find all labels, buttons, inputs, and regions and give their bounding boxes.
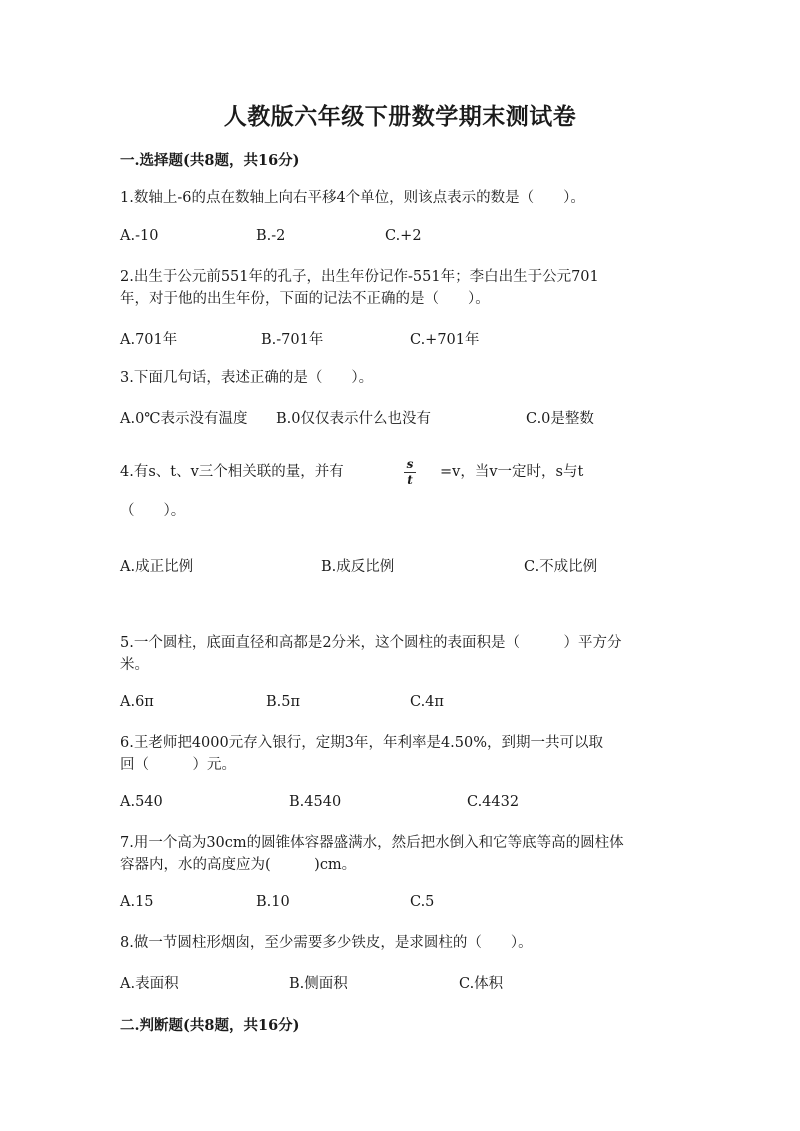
question-2-line-1: 2.出生于公元前551年的孔子，出生年份记作-551年；李白出生于公元701 — [120, 269, 599, 285]
fraction-numerator: s — [404, 458, 416, 473]
question-4-text-after: =v，当v一定时，s与t — [440, 464, 584, 480]
section-heading-judgment: 二.判断题(共8题，共16分) — [120, 1017, 300, 1034]
question-1-option-b: B.-2 — [256, 228, 286, 244]
question-4-option-b: B.成反比例 — [321, 559, 395, 575]
question-5-option-c: C.4π — [410, 694, 444, 710]
question-4-text-before: 4.有s、t、v三个相关联的量，并有 — [120, 464, 344, 480]
question-6-option-b: B.4540 — [289, 794, 342, 810]
question-2-line-2: 年，对于他的出生年份，下面的记法不正确的是（ ）。 — [120, 291, 490, 307]
question-8-option-c: C.体积 — [459, 976, 504, 992]
question-4-line-2: （ ）。 — [120, 503, 186, 519]
question-3-option-b: B.0仅仅表示什么也没有 — [276, 411, 431, 427]
fraction-s-over-t — [404, 458, 416, 487]
question-1-option-c: C.+2 — [385, 228, 422, 244]
question-1-text: 1.数轴上-6的点在数轴上向右平移4个单位，则该点表示的数是（ ）。 — [120, 190, 585, 206]
question-8-option-b: B.侧面积 — [289, 976, 348, 992]
section-heading-choice: 一.选择题(共8题，共16分) — [120, 152, 300, 169]
page-title: 人教版六年级下册数学期末测试卷 — [223, 103, 577, 130]
question-5-option-b: B.5π — [266, 694, 301, 710]
question-5-line-1: 5.一个圆柱，底面直径和高都是2分米，这个圆柱的表面积是（ ）平方分 — [120, 635, 622, 651]
question-6-line-2: 回（ ）元。 — [120, 757, 236, 773]
question-4-option-a: A.成正比例 — [120, 559, 194, 575]
question-6-line-1: 6.王老师把4000元存入银行，定期3年，年利率是4.50%，到期一共可以取 — [120, 735, 604, 751]
question-5-line-2: 米。 — [120, 657, 149, 673]
question-2-option-b: B.-701年 — [261, 332, 324, 348]
question-2-option-c: C.+701年 — [410, 332, 480, 348]
question-3-option-c: C.0是整数 — [526, 411, 594, 427]
question-7-line-2: 容器内，水的高度应为( )cm。 — [120, 857, 357, 873]
question-6-option-a: A.540 — [120, 794, 163, 810]
question-6-option-c: C.4432 — [467, 794, 520, 810]
question-7-option-b: B.10 — [256, 894, 290, 910]
question-4-option-c: C.不成比例 — [524, 559, 598, 575]
question-5-option-a: A.6π — [120, 694, 154, 710]
question-7-line-1: 7.用一个高为30cm的圆锥体容器盛满水，然后把水倒入和它等底等高的圆柱体 — [120, 835, 624, 851]
question-2-option-a: A.701年 — [120, 332, 178, 348]
question-3-text: 3.下面几句话，表述正确的是（ ）。 — [120, 370, 374, 386]
question-3-option-a: A.0℃表示没有温度 — [120, 411, 248, 427]
question-7-option-c: C.5 — [410, 894, 435, 910]
question-8-option-a: A.表面积 — [120, 976, 179, 992]
question-1-option-a: A.-10 — [120, 228, 159, 244]
question-7-option-a: A.15 — [120, 894, 154, 910]
question-8-text: 8.做一节圆柱形烟囱，至少需要多少铁皮，是求圆柱的（ ）。 — [120, 935, 533, 951]
fraction-denominator: t — [407, 473, 413, 487]
